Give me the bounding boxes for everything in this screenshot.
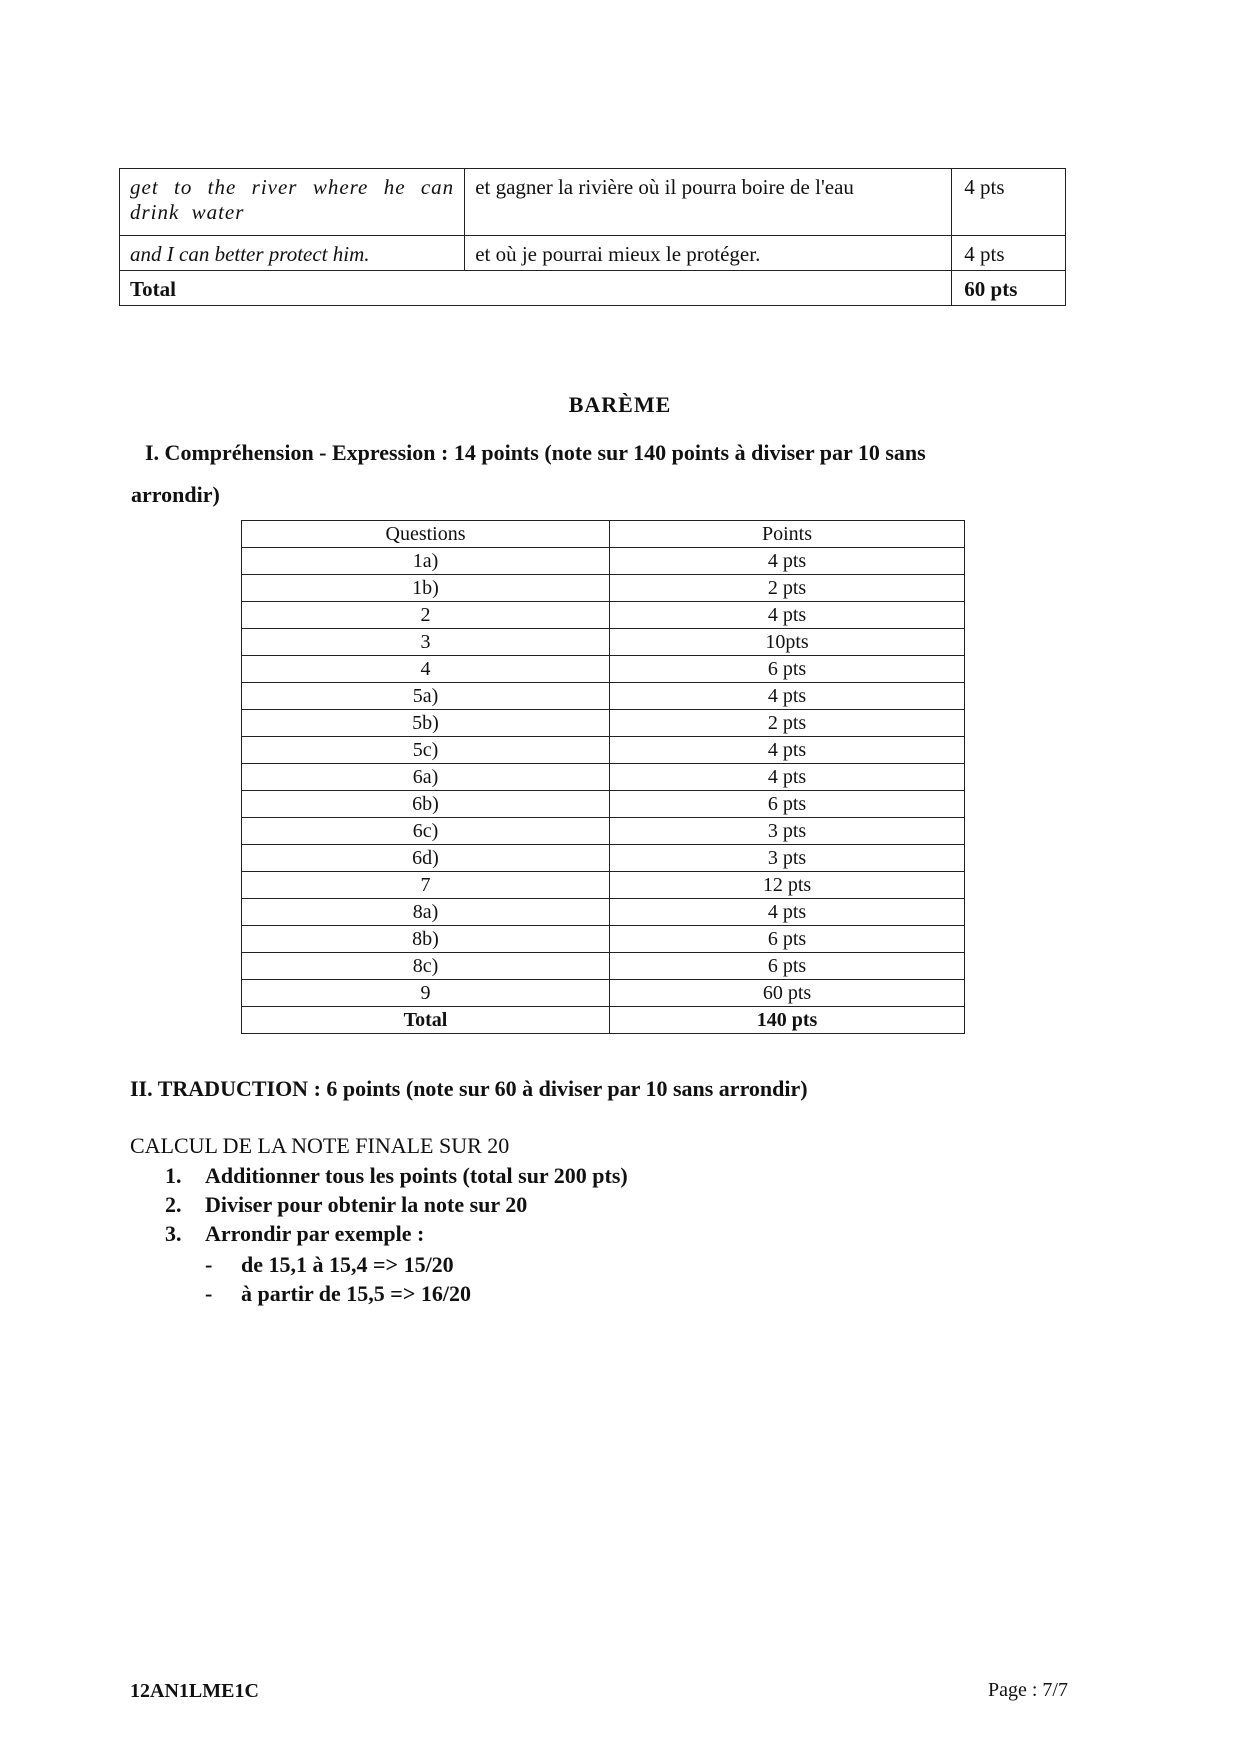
question-cell: 7: [242, 872, 610, 899]
table-row: [242, 656, 965, 683]
table-row: [242, 683, 965, 710]
step-text: Additionner tous les points (total sur 200 pts): [205, 1163, 628, 1188]
row-points: 4 pts: [952, 169, 1066, 236]
english-text: and I can better protect him.: [120, 236, 465, 271]
french-text: et gagner la rivière où il pourra boire de l'eau: [465, 169, 952, 236]
header-points: Points: [610, 521, 965, 548]
question-cell: 5b): [242, 710, 610, 737]
points-cell: 6 pts: [610, 791, 965, 818]
points-cell: 6 pts: [610, 656, 965, 683]
footer-page-number: Page : 7/7: [988, 1679, 1068, 1701]
list-item: [165, 1219, 628, 1248]
question-cell: 6a): [242, 764, 610, 791]
english-text: get to the river where he can drink water: [120, 169, 465, 236]
question-cell: 2: [242, 602, 610, 629]
points-cell: 4 pts: [610, 737, 965, 764]
rounding-examples: [205, 1250, 471, 1308]
french-text: et où je pourrai mieux le protéger.: [465, 236, 952, 271]
table-row: [242, 791, 965, 818]
header-questions: Questions: [242, 521, 610, 548]
question-cell: 4: [242, 656, 610, 683]
points-cell: 4 pts: [610, 683, 965, 710]
points-cell: 4 pts: [610, 602, 965, 629]
points-cell: 2 pts: [610, 575, 965, 602]
table-row: [242, 980, 965, 1007]
total-points: 140 pts: [610, 1007, 965, 1034]
example-text: de 15,1 à 15,4 => 15/20: [241, 1252, 454, 1277]
section2-heading: II. TRADUCTION : 6 points (note sur 60 à diviser par 10 sans arrondir): [130, 1076, 808, 1101]
points-cell: 3 pts: [610, 818, 965, 845]
calcul-title: CALCUL DE LA NOTE FINALE SUR 20: [130, 1133, 510, 1158]
list-item: [165, 1161, 628, 1190]
translation-row: [120, 169, 1066, 236]
example-text: à partir de 15,5 => 16/20: [241, 1281, 471, 1306]
section1-heading: [131, 432, 1081, 516]
question-cell: 6c): [242, 818, 610, 845]
points-total-row: [242, 1007, 965, 1034]
question-cell: 8b): [242, 926, 610, 953]
question-cell: 5c): [242, 737, 610, 764]
question-cell: 8a): [242, 899, 610, 926]
points-table-header: [242, 521, 965, 548]
translation-total-row: [120, 271, 1066, 306]
dash-bullet: -: [205, 1281, 213, 1306]
step-text: Arrondir par exemple :: [205, 1221, 425, 1246]
calcul-steps: [165, 1161, 628, 1248]
points-cell: 10pts: [610, 629, 965, 656]
total-label: Total: [120, 271, 952, 306]
table-row: [242, 953, 965, 980]
points-cell: 6 pts: [610, 953, 965, 980]
table-row: [242, 710, 965, 737]
translation-table: [119, 168, 1066, 306]
points-cell: 60 pts: [610, 980, 965, 1007]
table-row: [242, 899, 965, 926]
footer-code: 12AN1LME1C: [130, 1680, 259, 1702]
points-cell: 4 pts: [610, 548, 965, 575]
table-row: [242, 548, 965, 575]
question-cell: 8c): [242, 953, 610, 980]
section1-line1: I. Compréhension - Expression : 14 points (note sur 140 points à diviser par 10 sans: [145, 440, 926, 465]
total-label: Total: [242, 1007, 610, 1034]
row-points: 4 pts: [952, 236, 1066, 271]
question-cell: 3: [242, 629, 610, 656]
table-row: [242, 629, 965, 656]
dash-bullet: -: [205, 1252, 213, 1277]
question-cell: 1b): [242, 575, 610, 602]
question-cell: 9: [242, 980, 610, 1007]
table-row: [242, 845, 965, 872]
question-cell: 1a): [242, 548, 610, 575]
table-row: [242, 926, 965, 953]
table-row: [242, 575, 965, 602]
question-cell: 5a): [242, 683, 610, 710]
points-cell: 4 pts: [610, 899, 965, 926]
points-table: [241, 520, 965, 1034]
step-text: Diviser pour obtenir la note sur 20: [205, 1192, 528, 1217]
table-row: [242, 764, 965, 791]
list-item: [205, 1279, 471, 1308]
table-row: [242, 602, 965, 629]
table-row: [242, 818, 965, 845]
question-cell: 6b): [242, 791, 610, 818]
total-points: 60 pts: [952, 271, 1066, 306]
bareme-title: BARÈME: [568, 392, 672, 417]
question-cell: 6d): [242, 845, 610, 872]
section1-line2: arrondir): [131, 482, 220, 507]
table-row: [242, 872, 965, 899]
step-number: 2.: [165, 1192, 182, 1217]
table-row: [242, 737, 965, 764]
points-cell: 4 pts: [610, 764, 965, 791]
step-number: 1.: [165, 1163, 182, 1188]
list-item: [165, 1190, 628, 1219]
step-number: 3.: [165, 1221, 182, 1246]
points-cell: 12 pts: [610, 872, 965, 899]
list-item: [205, 1250, 471, 1279]
points-cell: 2 pts: [610, 710, 965, 737]
translation-row: [120, 236, 1066, 271]
points-cell: 3 pts: [610, 845, 965, 872]
points-cell: 6 pts: [610, 926, 965, 953]
